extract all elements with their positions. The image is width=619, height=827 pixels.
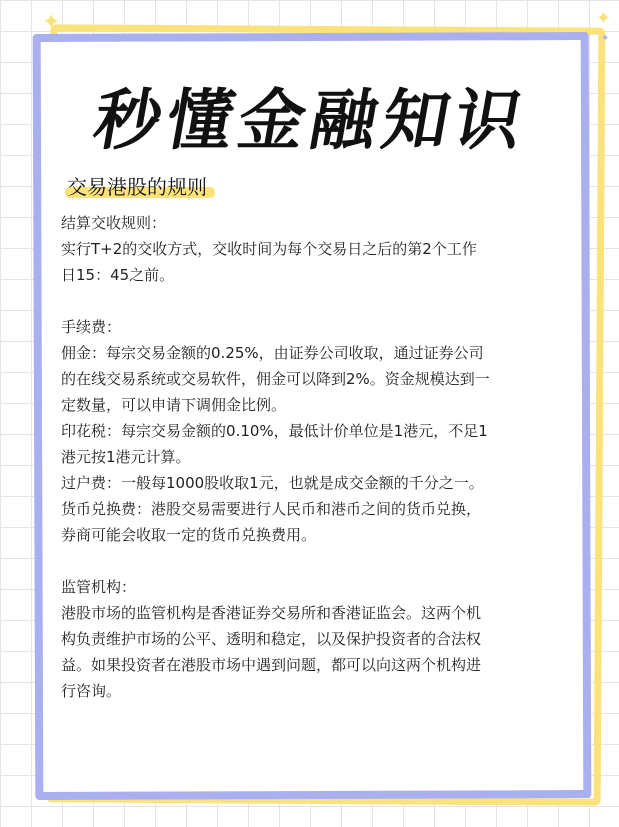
subtitle: 交易港股的规则 xyxy=(67,175,207,199)
sparkle-icon: ✦ xyxy=(42,10,61,35)
article-body xyxy=(61,210,567,704)
regulators-heading: 监管机构： xyxy=(61,578,137,596)
fees-line: 货币兑换费：港股交易需要进行人民币和港币之间的货币兑换， xyxy=(61,500,482,518)
regulators-line: 行咨询。 xyxy=(61,682,122,700)
fees-line: 券商可能会收取一定的货币兑换费用。 xyxy=(61,526,317,544)
paragraph-gap xyxy=(61,288,567,314)
settlement-line: 日15：45之前。 xyxy=(61,266,175,284)
sparkle-icon: ✦ xyxy=(596,8,612,29)
fees-heading: 手续费： xyxy=(61,318,122,336)
sparkle-icon: ✦ xyxy=(601,33,610,44)
settlement-line: 实行T+2的交收方式，交收时间为每个交易日之后的第2个工作 xyxy=(61,240,477,258)
fees-line: 过户费：一般每1000股收取1元，也就是成交金额的千分之一。 xyxy=(61,474,484,492)
fees-line: 印花税：每宗交易金额的0.10%，最低计价单位是1港元，不足1 xyxy=(61,422,488,440)
main-title: 秒懂金融知识 xyxy=(88,82,534,159)
fees-line: 佣金：每宗交易金额的0.25%，由证券公司收取，通过证券公司 xyxy=(61,344,484,362)
regulators-line: 构负责维护市场的公平、透明和稳定，以及保护投资者的合法权 xyxy=(61,630,482,648)
fees-line: 定数量，可以申请下调佣金比例。 xyxy=(61,396,287,414)
regulators-line: 益。如果投资者在港股市场中遇到问题，都可以向这两个机构进 xyxy=(61,656,482,674)
subtitle-block xyxy=(65,172,207,202)
fees-line: 的在线交易系统或交易软件，佣金可以降到2%。资金规模达到一 xyxy=(61,370,490,388)
paragraph-gap xyxy=(61,548,567,574)
settlement-heading: 结算交收规则： xyxy=(61,214,167,232)
fees-line: 港元按1港元计算。 xyxy=(61,448,191,466)
regulators-line: 港股市场的监管机构是香港证券交易所和香港证监会。这两个机 xyxy=(61,604,482,622)
